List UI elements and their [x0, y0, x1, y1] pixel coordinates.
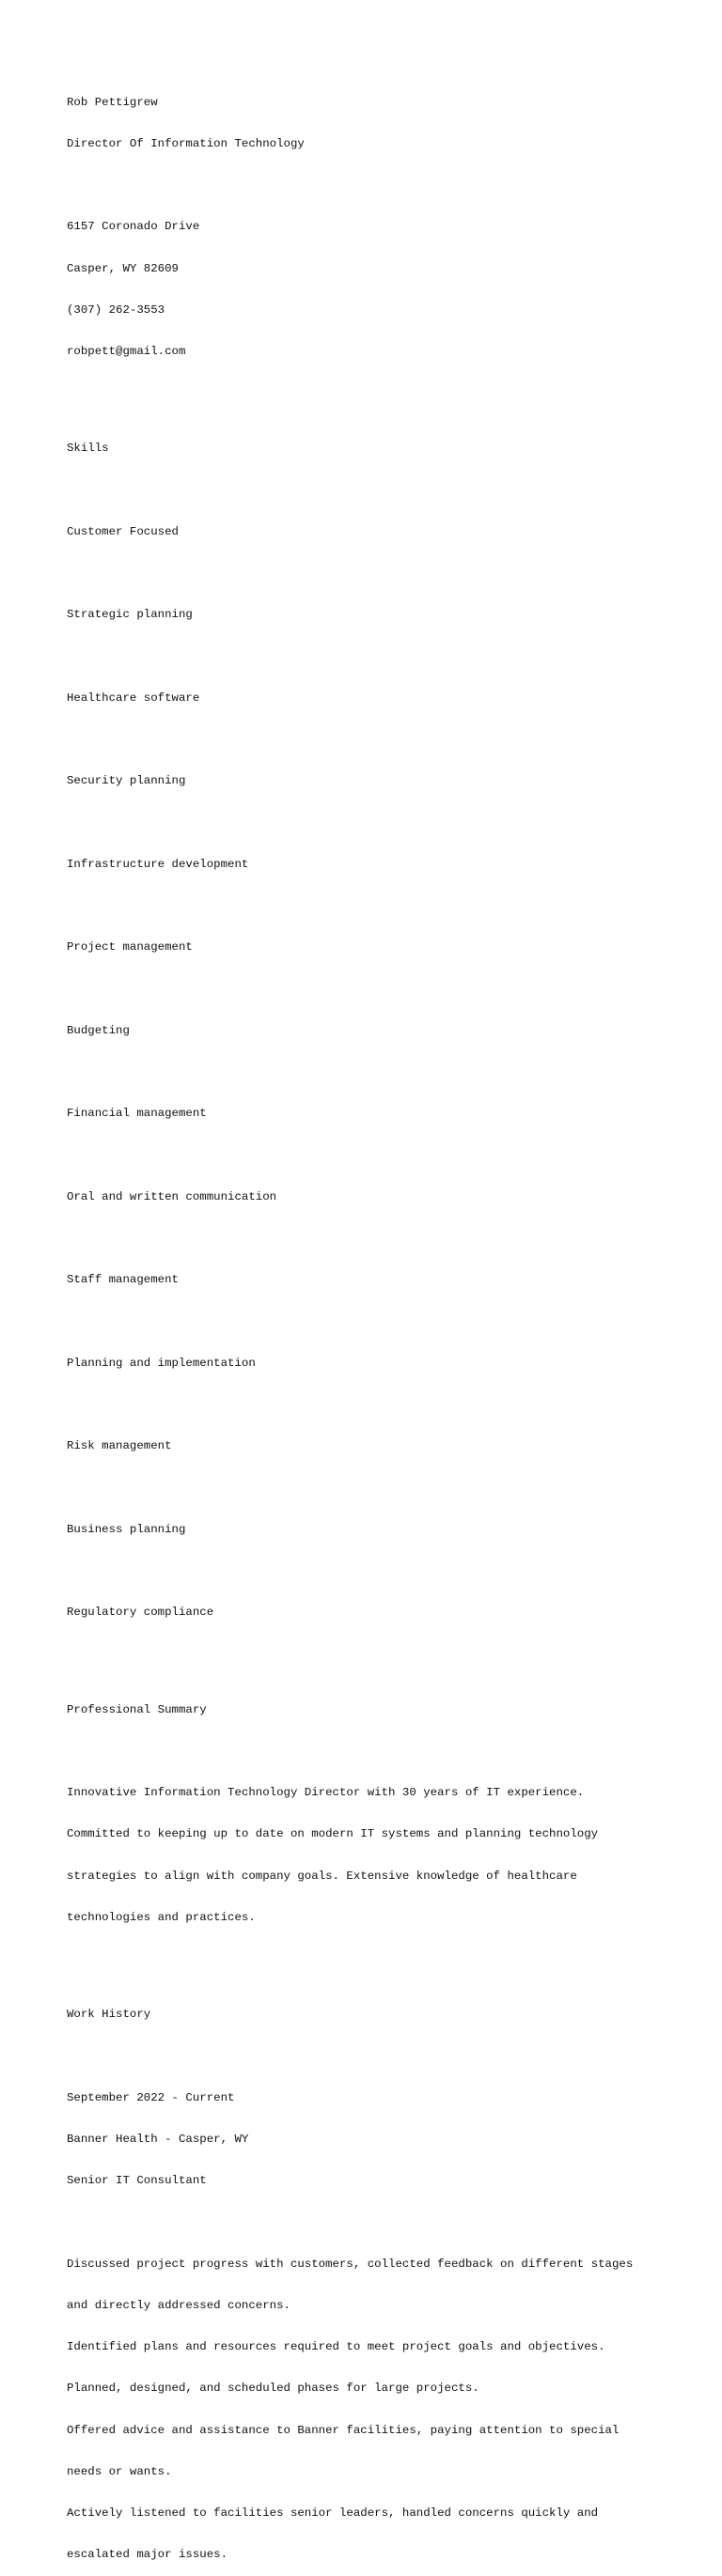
skill-item: Healthcare software — [67, 691, 200, 705]
job-employer: Banner Health - Casper, WY — [67, 2132, 249, 2146]
skills-heading: Skills — [67, 442, 109, 456]
spacer — [67, 1952, 706, 1966]
address-line-1: 6157 Coronado Drive — [67, 220, 200, 234]
skill-item: Budgeting — [67, 1023, 130, 1037]
spacer — [67, 816, 706, 830]
spacer — [67, 1398, 706, 1412]
skill-item: Financial management — [67, 1107, 207, 1121]
summary-line: Committed to keeping up to date on modern IT systems and planning technology — [67, 1827, 599, 1841]
candidate-title: Director Of Information Technology — [67, 136, 305, 150]
summary-line: strategies to align with company goals. Extensive knowledge of healthcare — [67, 1869, 577, 1883]
skill-item: Security planning — [67, 774, 186, 788]
summary-line: Innovative Information Technology Director with 30 years of IT experience. — [67, 1786, 585, 1799]
job-duty-line: and directly addressed concerns. — [67, 2298, 290, 2312]
job-duty-line: Discussed project progress with customers, collected feedback on different stages — [67, 2257, 634, 2271]
spacer — [67, 733, 706, 747]
spacer — [67, 1232, 706, 1246]
skill-item: Customer Focused — [67, 524, 179, 538]
job-dates: September 2022 - Current — [67, 2090, 235, 2104]
skill-item: Project management — [67, 940, 193, 954]
spacer — [67, 2215, 706, 2229]
spacer — [67, 1315, 706, 1329]
job-duty-line: Offered advice and assistance to Banner facilities, paying attention to special — [67, 2423, 620, 2437]
job-duty-line: Planned, designed, and scheduled phases for large projects. — [67, 2382, 479, 2396]
job-role: Senior IT Consultant — [67, 2174, 207, 2187]
spacer — [67, 386, 706, 400]
email-address: robpett@gmail.com — [67, 345, 186, 358]
phone-number: (307) 262-3553 — [67, 303, 165, 317]
spacer — [67, 650, 706, 664]
job-duty-line: Identified plans and resources required to meet project goals and objectives. — [67, 2340, 605, 2353]
summary-line: technologies and practices. — [67, 1910, 256, 1924]
candidate-name: Rob Pettigrew — [67, 95, 158, 109]
skill-item: Oral and written communication — [67, 1189, 277, 1203]
work-history-heading: Work History — [67, 2008, 151, 2021]
skill-item: Infrastructure development — [67, 857, 249, 871]
spacer — [67, 1745, 706, 1759]
spacer — [67, 1149, 706, 1163]
spacer — [67, 899, 706, 913]
job-duty-line: needs or wants. — [67, 2464, 172, 2478]
resume-document — [67, 68, 706, 2576]
spacer — [67, 1648, 706, 1662]
spacer — [67, 1065, 706, 1079]
spacer — [67, 2049, 706, 2063]
skill-item: Staff management — [67, 1273, 179, 1287]
skill-item: Regulatory compliance — [67, 1606, 214, 1620]
skill-item: Planning and implementation — [67, 1356, 256, 1370]
job-duty-line: Actively listened to facilities senior leaders, handled concerns quickly and — [67, 2506, 599, 2520]
job-duty-line: escalated major issues. — [67, 2548, 228, 2562]
skill-item: Risk management — [67, 1439, 172, 1453]
skill-item: Business planning — [67, 1522, 186, 1536]
spacer — [67, 1564, 706, 1578]
summary-heading: Professional Summary — [67, 1702, 207, 1716]
spacer — [67, 1482, 706, 1496]
spacer — [67, 983, 706, 997]
skill-item: Strategic planning — [67, 608, 193, 622]
spacer — [67, 484, 706, 498]
spacer — [67, 566, 706, 581]
spacer — [67, 178, 706, 193]
address-line-2: Casper, WY 82609 — [67, 261, 179, 275]
